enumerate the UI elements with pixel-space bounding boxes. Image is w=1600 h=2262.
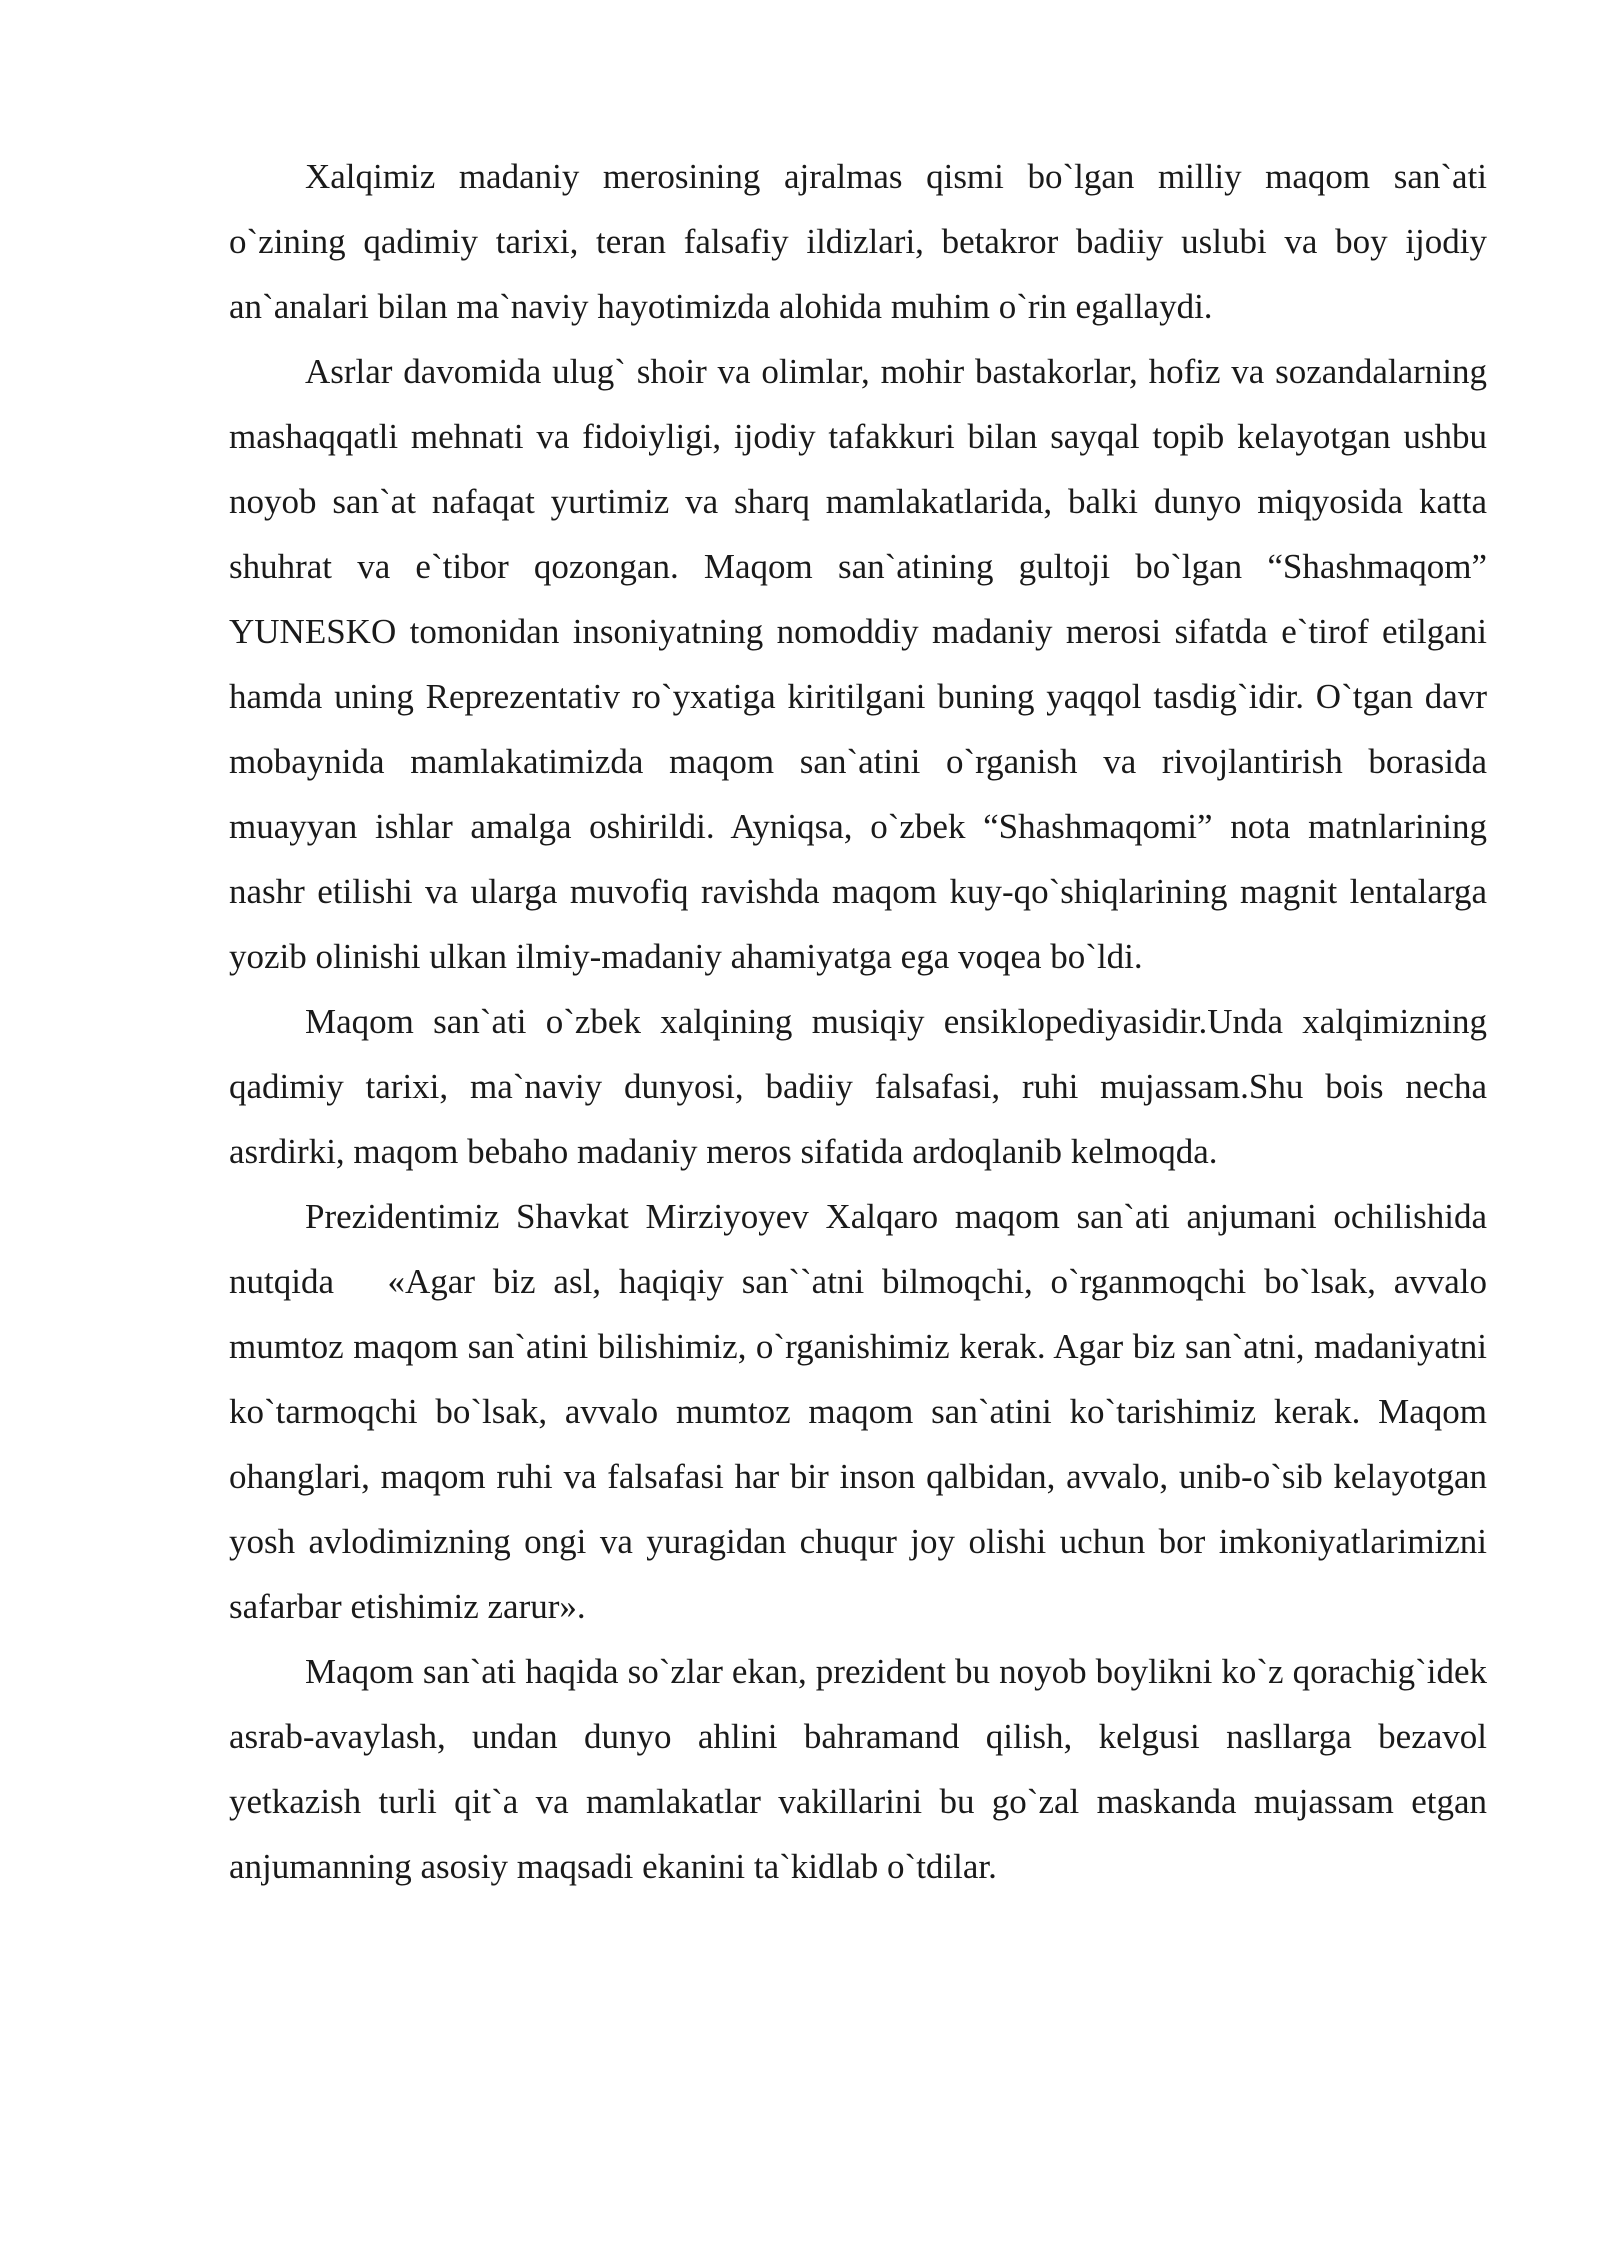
paragraph-1: Xalqimiz madaniy merosining ajralmas qismi bo`lgan milliy maqom san`ati o`zining qadimiy tarixi, teran falsafiy ildizlari, betakror badiiy uslubi va boy ijodiy an`analari bilan ma`naviy hayotimizda alohida muhim o`rin egallaydi.	[229, 157, 1487, 326]
paragraph-2: Asrlar davomida ulug` shoir va olimlar, mohir bastakorlar, hofiz va sozandalarning mashaqqatli mehnati va fidoiyligi, ijodiy tafakkuri bilan sayqal topib kelayotgan ushbu noyob san`at nafaqat yurtimiz va sharq mamlakatlarida, balki dunyo miqyosida katta shuhrat va e`tibor qozongan. Maqom san`atining gultoji bo`lgan “Shashmaqom” YUNESKO tomonidan insoniyatning nomoddiy madaniy merosi sifatda e`tirof etilgani hamda uning Reprezentativ ro`yxatiga kiritilgani buning yaqqol tasdig`idir. O`tgan davr mobaynida mamlakatimizda maqom san`atini o`rganish va rivojlantirish borasida muayyan ishlar amalga oshirildi. Ayniqsa, o`zbek “Shashmaqomi” nota matnlarining nashr etilishi va ularga muvofiq ravishda maqom kuy-qo`shiqlarining magnit lentalarga yozib olinishi ulkan ilmiy-madaniy ahamiyatga ega voqea bo`ldi.	[229, 352, 1487, 976]
paragraph-5: Maqom san`ati haqida so`zlar ekan, prezident bu noyob boylikni ko`z qorachig`idek asrab-avaylash, undan dunyo ahlini bahramand qilish, kelgusi nasllarga bezavol yetkazish turli qit`a va mamlakatlar vakillarini bu go`zal maskanda mujassam etgan anjumanning asosiy maqsadi ekanini ta`kidlab o`tdilar.	[229, 1652, 1487, 1886]
paragraph-3: Maqom san`ati o`zbek xalqining musiqiy ensiklopediyasidir.Unda xalqimizning qadimiy tarixi, ma`naviy dunyosi, badiiy falsafasi, ruhi mujassam.Shu bois necha asrdirki, maqom bebaho madaniy meros sifatida ardoqlanib kelmoqda.	[229, 1002, 1487, 1171]
paragraph-4: Prezidentimiz Shavkat Mirziyoyev Xalqaro maqom san`ati anjumani ochilishida nutqida «Agar biz asl, haqiqiy san``atni bilmoqchi, o`rganmoqchi bo`lsak, avvalo mumtoz maqom san`atini bilishimiz, o`rganishimiz kerak. Agar biz san`atni, madaniyatni ko`tarmoqchi bo`lsak, avvalo mumtoz maqom san`atini ko`tarishimiz kerak. Maqom ohanglari, maqom ruhi va falsafasi har bir inson qalbidan, avvalo, unib-o`sib kelayotgan yosh avlodimizning ongi va yuragidan chuqur joy olishi uchun bor imkoniyatlarimizni safarbar etishimiz zarur».	[229, 1197, 1496, 1626]
document-body	[229, 144, 1496, 1899]
